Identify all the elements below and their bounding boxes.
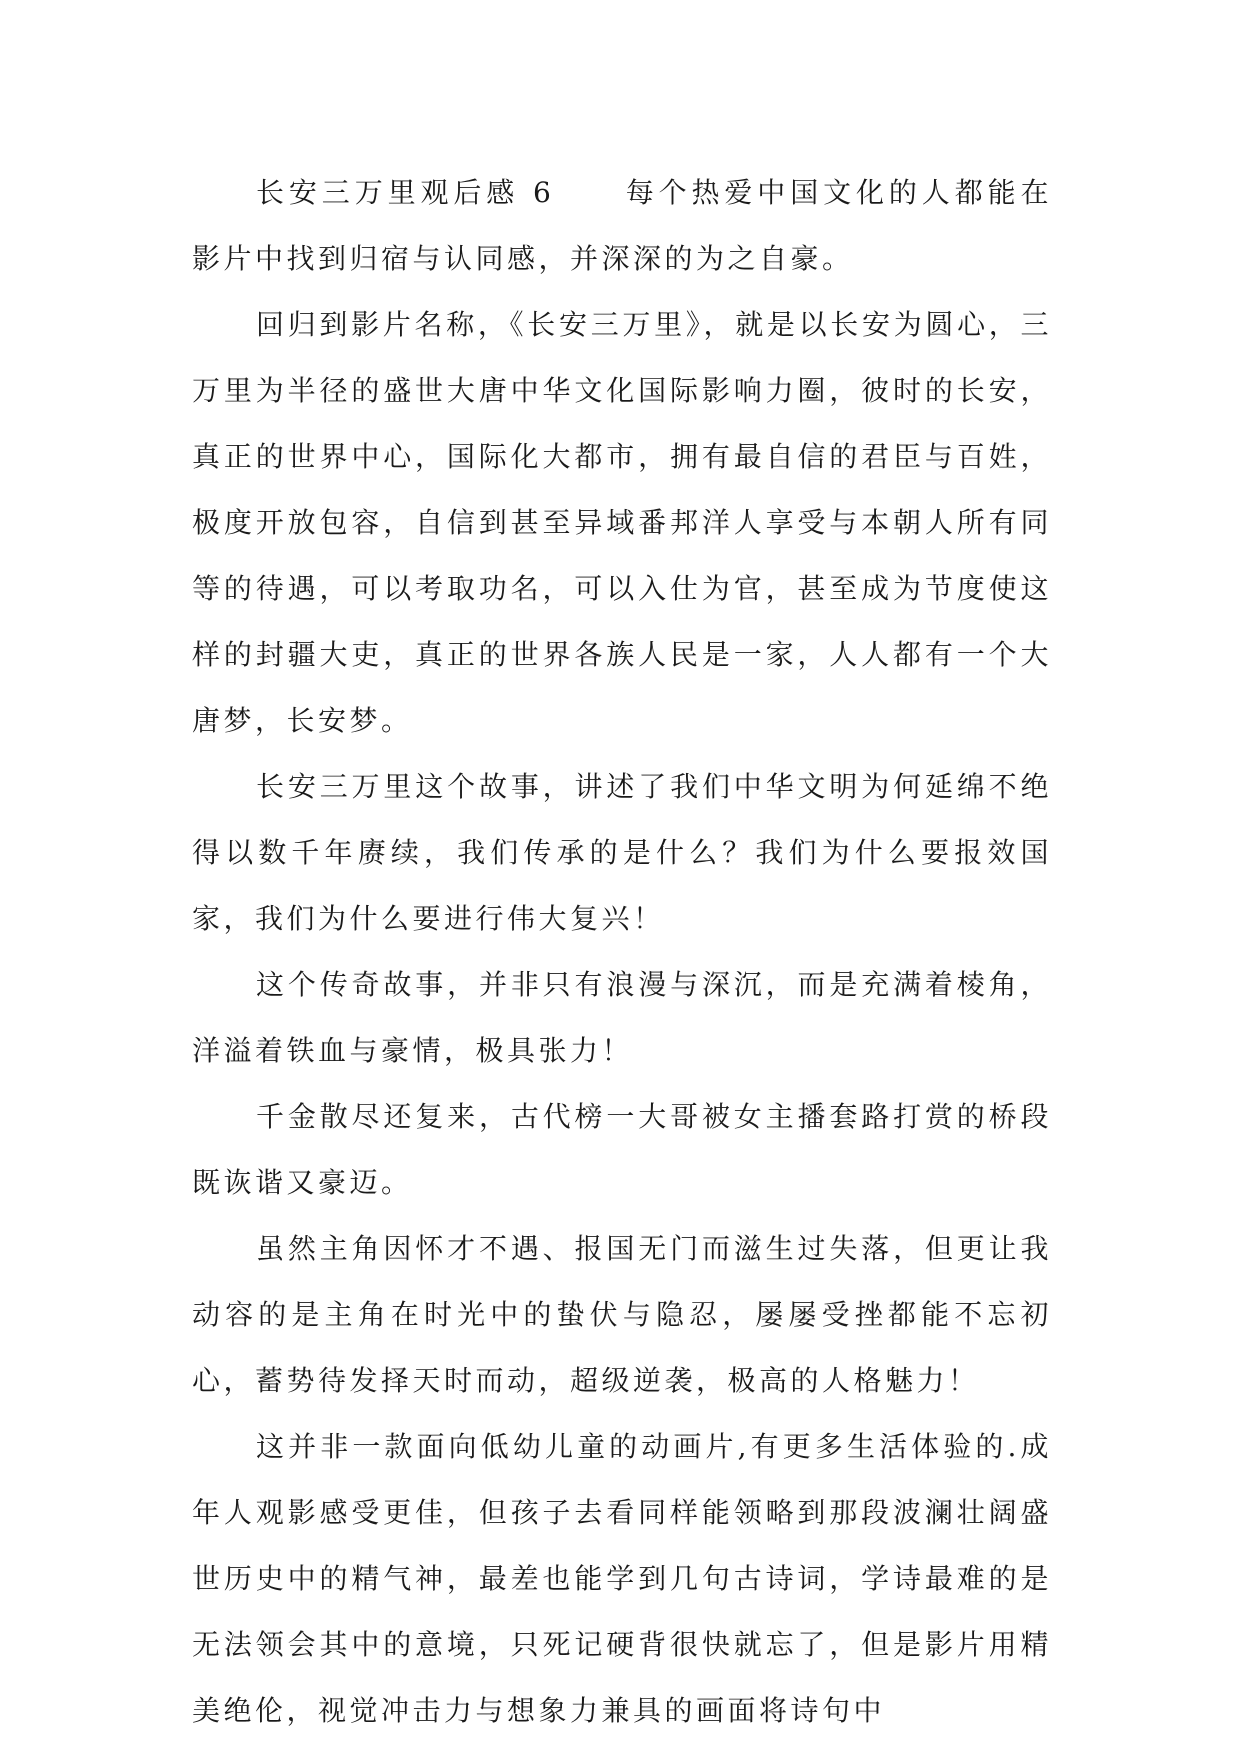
paragraph-2: 回归到影片名称，《长安三万里》，就是以长安为圆心，三万里为半径的盛世大唐中华文化国际影响力圈，彼时的长安，真正的世界中心，国际化大都市，拥有最自信的君臣与百姓，极度开放包容，自信到甚至异域番邦洋人享受与本朝人所有同等的待遇，可以考取功名，可以入仕为官，甚至成为节度使这样的封疆大吏，真正的世界各族人民是一家，人人都有一个大唐梦，长安梦。: [192, 308, 1052, 737]
paragraph-7: 这并非一款面向低幼儿童的动画片,有更多生活体验的.成年人观影感受更佳，但孩子去看同样能领略到那段波澜壮阔盛世历史中的精气神，最差也能学到几句古诗词，学诗最难的是无法领会其中的意境，只死记硬背很快就忘了，但是影片用精美绝伦，视觉冲击力与想象力兼具的画面将诗句中: [192, 1430, 1052, 1727]
paragraph-5: 千金散尽还复来，古代榜一大哥被女主播套路打赏的桥段既诙谐又豪迈。: [192, 1100, 1052, 1199]
paragraph-1: [192, 160, 1052, 292]
paragraph-1-text: 每个热爱中国文化的人都能在影片中找到归宿与认同感，并深深的为之自豪。: [192, 176, 1052, 275]
paragraph-3: 长安三万里这个故事，讲述了我们中华文明为何延绵不绝得以数千年赓续，我们传承的是什么？我们为什么要报效国家，我们为什么要进行伟大复兴！: [192, 770, 1052, 935]
paragraph-4: 这个传奇故事，并非只有浪漫与深沉，而是充满着棱角，洋溢着铁血与豪情，极具张力！: [192, 968, 1052, 1067]
paragraph-6: 虽然主角因怀才不遇、报国无门而滋生过失落，但更让我动容的是主角在时光中的蛰伏与隐忍，屡屡受挫都能不忘初心，蓄势待发择天时而动，超级逆袭，极高的人格魅力！: [192, 1232, 1052, 1397]
document-title: 长安三万里观后感 6: [256, 176, 555, 209]
document-body: [192, 160, 1052, 1744]
